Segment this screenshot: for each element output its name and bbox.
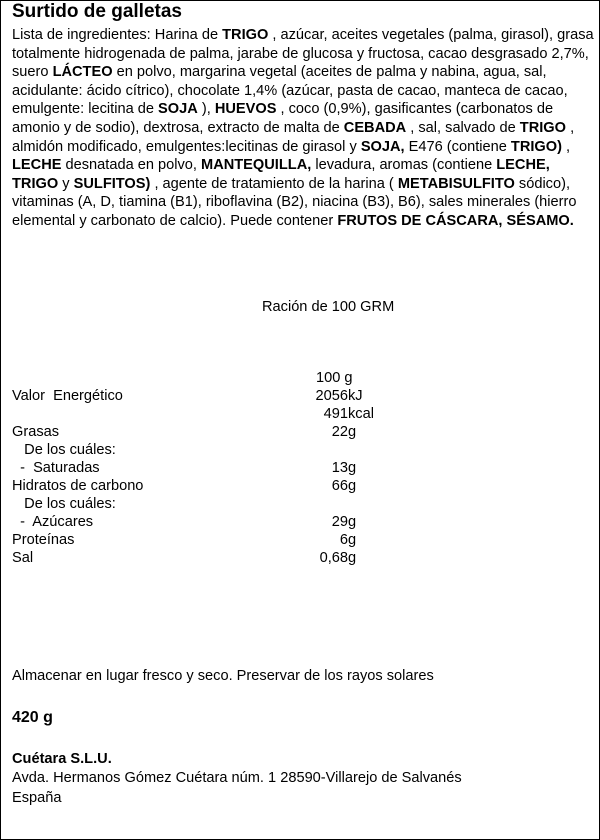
nutrient-label: Grasas [12, 424, 60, 440]
nutrient-unit: g [348, 550, 357, 566]
allergen-text: HUEVOS [214, 101, 277, 118]
nutrition-row [12, 405, 412, 423]
storage-instructions: Almacenar en lugar fresco y seco. Preservar de los rayos solares [12, 668, 434, 684]
nutrient-label: Hidratos de carbono [12, 478, 144, 494]
ingredients-segment: en polvo, margarina vegetal (aceites de palma y nabina, agua, sal, acidulante: ácido cítrico), chocolate 1,4% (azúcar, pasta de cacao, manteca de cacao, emulgente: lecitina de [12, 64, 568, 118]
nutrient-unit: g [348, 424, 357, 440]
nutrient-unit: g [348, 460, 357, 476]
nutrition-row [12, 423, 412, 441]
nutrition-row [12, 441, 412, 459]
ingredients-segment: , coco (0,9%), gasificantes (carbonatos de amonio y de sodio), dextrosa, extracto de malta de [12, 101, 554, 136]
ingredients-segment: , almidón modificado, emulgentes:lecitinas de girasol y [12, 119, 575, 155]
ingredients-segment: , agente de tratamiento de la harina ( [150, 175, 398, 192]
nutrition-row [12, 513, 412, 531]
company-name: Cuétara S.L.U. [12, 751, 112, 767]
allergen-text: TRIGO [222, 27, 269, 43]
ingredients-segment: sódico), vitaminas (A, D, tiamina (B1), riboflavina (B2), niacina (B3), B6), sales minerales (hierro elemental y carbonato de calcio). Puede contener [12, 175, 577, 229]
nutrition-row [12, 531, 412, 549]
nutrition-row [12, 549, 412, 567]
nutrient-label: - Azúcares [12, 514, 94, 530]
product-title: Surtido de galletas [12, 1, 182, 22]
nutrition-row [12, 477, 412, 495]
allergen-text: SULFITOS) [73, 175, 151, 192]
ingredients-segment: ), [197, 101, 215, 118]
company-address: Avda. Hermanos Gómez Cuétara núm. 1 28590-Villarejo de Salvanés [12, 770, 462, 786]
ingredients-segment: , sal, salvado de [406, 119, 520, 136]
ingredients-segment: desnatada en polvo, [61, 157, 202, 174]
nutrient-unit: g [348, 478, 357, 494]
ingredients-segment: , [561, 138, 571, 155]
allergen-text: CEBADA [343, 119, 407, 136]
nutrient-value: 66 [331, 478, 348, 494]
ingredients-segment: Lista de ingredientes: Harina de [12, 27, 223, 43]
nutrient-value: 491 [323, 406, 348, 422]
ingredients-segment: E476 (contiene [404, 138, 511, 155]
nutrition-column-header: 100 g [316, 370, 353, 386]
nutrient-label: Proteínas [12, 532, 75, 548]
nutrition-row [12, 459, 412, 477]
nutrient-value: 22 [331, 424, 348, 440]
nutrition-header-row [12, 369, 412, 387]
nutrient-value: 29 [331, 514, 348, 530]
ingredients-segment: , azúcar, aceites vegetales (palma, girasol), grasa totalmente hidrogenada de palma, jarabe de glucosa y fructosa, cacao desgrasado 2,7%, suero [12, 27, 594, 81]
nutrient-label: Valor Energético [12, 388, 123, 404]
nutrient-value: 6 [339, 532, 348, 548]
allergen-text: LECHE, TRIGO [12, 157, 550, 192]
allergen-text: LECHE [12, 157, 62, 174]
ingredients-text [12, 26, 598, 231]
nutrient-label: De los cuáles: [12, 442, 116, 458]
allergen-text: SOJA [158, 101, 198, 118]
nutrient-value: 0,68 [319, 550, 348, 566]
nutrition-rows [12, 387, 412, 567]
allergen-text: METABISULFITO [397, 175, 515, 192]
nutrient-value: 2056 [315, 388, 348, 404]
nutrient-unit: kcal [348, 406, 374, 422]
nutrient-unit: g [348, 514, 357, 530]
nutrient-unit: kJ [348, 388, 363, 404]
nutrient-label: - Saturadas [12, 460, 100, 476]
allergen-text: SOJA, [360, 138, 405, 155]
allergen-text: LÁCTEO [52, 64, 113, 81]
nutrition-row [12, 495, 412, 513]
net-weight: 420 g [12, 709, 53, 726]
nutrient-value: 13 [331, 460, 348, 476]
nutrition-table [12, 369, 412, 567]
nutrient-unit: g [348, 532, 357, 548]
nutrition-row [12, 387, 412, 405]
company-country: España [12, 790, 62, 806]
allergen-text: MANTEQUILLA, [201, 157, 312, 174]
allergen-text: FRUTOS DE CÁSCARA, SÉSAMO. [337, 212, 574, 229]
ingredients-segment: levadura, aromas (contiene [311, 157, 497, 174]
allergen-text: TRIGO) [510, 138, 562, 155]
ingredients-segment: y [58, 175, 74, 192]
nutrient-label: De los cuáles: [12, 496, 116, 512]
nutrient-label: Sal [12, 550, 34, 566]
allergen-text: TRIGO [519, 119, 567, 136]
serving-size: Ración de 100 GRM [262, 299, 395, 315]
